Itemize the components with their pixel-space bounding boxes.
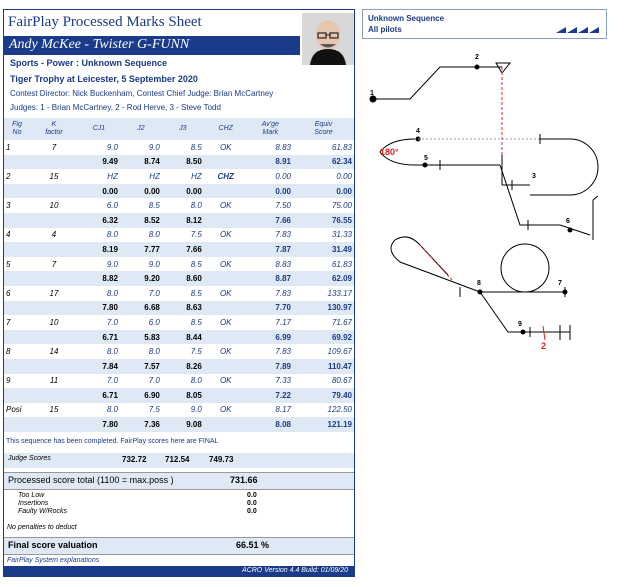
fig-label-4: 4 — [416, 128, 420, 135]
processed-avg-cell: 7.89 — [248, 359, 293, 374]
k-factor-cell: 10 — [30, 315, 78, 330]
j2-processed-cell: 6.68 — [120, 301, 162, 316]
j3-processed-cell: 9.08 — [162, 417, 204, 432]
diagram-labels — [360, 40, 615, 360]
header-avg: Av'ge Mark — [248, 118, 293, 140]
table-row-processed — [4, 184, 354, 199]
processed-equiv-cell: 0.00 — [293, 184, 354, 199]
header-cj1: CJ1 — [78, 118, 120, 140]
empty-cell — [4, 417, 30, 432]
empty-cell — [30, 184, 78, 199]
avg-mark-cell: 7.50 — [248, 198, 293, 213]
j2-mark-cell: 7.0 — [120, 286, 162, 301]
chz-cell: OK — [204, 140, 248, 155]
processed-avg-cell: 0.00 — [248, 184, 293, 199]
j2-processed-cell: 8.74 — [120, 155, 162, 170]
j3-mark-cell: HZ — [162, 169, 204, 184]
table-row-processed — [4, 388, 354, 403]
empty-cell — [30, 242, 78, 257]
table-row — [4, 374, 354, 389]
cj1-processed-cell: 7.80 — [78, 417, 120, 432]
final-score-label: Final score valuation — [8, 540, 98, 550]
empty-cell — [30, 213, 78, 228]
chz-cell: OK — [204, 315, 248, 330]
chz-cell: OK — [204, 198, 248, 213]
avg-mark-cell: 0.00 — [248, 169, 293, 184]
completed-note: This sequence has been completed. FairPlay scores here are FINAL — [6, 438, 219, 445]
table-row — [4, 403, 354, 418]
j2-mark-cell: 8.0 — [120, 228, 162, 243]
table-row-processed — [4, 213, 354, 228]
chz-cell: OK — [204, 286, 248, 301]
processed-equiv-cell: 31.49 — [293, 242, 354, 257]
j3-mark-cell: 9.0 — [162, 403, 204, 418]
cj1-processed-cell: 6.71 — [78, 330, 120, 345]
equiv-score-cell: 61.83 — [293, 140, 354, 155]
k-factor-cell: 15 — [30, 403, 78, 418]
k-factor-cell: 7 — [30, 140, 78, 155]
processed-avg-cell: 6.99 — [248, 330, 293, 345]
cj1-mark-cell: 6.0 — [78, 198, 120, 213]
pilot-photo — [302, 13, 354, 65]
judges-line: Judges: 1 - Brian McCartney, 2 - Rod Herve, 3 - Steve Todd — [10, 103, 221, 112]
fig-label-8: 8 — [477, 280, 481, 287]
table-row — [4, 286, 354, 301]
j3-processed-cell: 8.50 — [162, 155, 204, 170]
table-row — [4, 140, 354, 155]
chz-cell: CHZ — [204, 169, 248, 184]
processed-avg-cell: 8.91 — [248, 155, 293, 170]
j2-processed-cell: 7.77 — [120, 242, 162, 257]
header-k: K factor — [30, 118, 78, 140]
chz-cell: OK — [204, 228, 248, 243]
header-fig: Fig No — [4, 118, 30, 140]
avg-mark-cell: 8.83 — [248, 257, 293, 272]
j3-mark-cell: 8.0 — [162, 374, 204, 389]
avg-mark-cell: 7.33 — [248, 374, 293, 389]
processed-equiv-cell: 69.92 — [293, 330, 354, 345]
explanations-link[interactable]: FairPlay System explanations — [7, 557, 100, 564]
table-row-processed — [4, 330, 354, 345]
j3-mark-cell: 8.5 — [162, 140, 204, 155]
j3-processed-cell: 0.00 — [162, 184, 204, 199]
empty-cell — [4, 271, 30, 286]
j2-mark-cell: 7.0 — [120, 374, 162, 389]
fig-label-7: 7 — [558, 280, 562, 287]
equiv-score-cell: 80.67 — [293, 374, 354, 389]
empty-cell — [30, 155, 78, 170]
empty-cell — [4, 242, 30, 257]
cj1-processed-cell: 6.32 — [78, 213, 120, 228]
processed-total-row — [4, 472, 354, 490]
fig-no-cell: 7 — [4, 315, 30, 330]
processed-equiv-cell: 62.09 — [293, 271, 354, 286]
table-row — [4, 198, 354, 213]
penalty-label: Too Low — [18, 492, 45, 499]
pilot-bar — [4, 36, 300, 55]
j2-processed-cell: 7.36 — [120, 417, 162, 432]
marks-table — [4, 118, 354, 432]
empty-cell — [4, 301, 30, 316]
j2-mark-cell: HZ — [120, 169, 162, 184]
equiv-score-cell: 0.00 — [293, 169, 354, 184]
j3-mark-cell: 7.5 — [162, 344, 204, 359]
processed-equiv-cell: 62.34 — [293, 155, 354, 170]
fig-no-cell: 3 — [4, 198, 30, 213]
marks-sheet — [3, 9, 355, 577]
empty-cell — [204, 184, 248, 199]
director-line: Contest Director: Nick Buckenham, Contest Chief Judge: Brian McCartney — [10, 89, 274, 98]
chz-cell: OK — [204, 374, 248, 389]
processed-equiv-cell: 76.55 — [293, 213, 354, 228]
fig-label-3: 3 — [532, 173, 536, 180]
j3-mark-cell: 8.5 — [162, 315, 204, 330]
k-factor-cell: 15 — [30, 169, 78, 184]
equiv-score-cell: 61.83 — [293, 257, 354, 272]
sequence-title-box — [362, 9, 607, 39]
version-footer — [4, 566, 354, 576]
table-row — [4, 315, 354, 330]
empty-cell — [204, 213, 248, 228]
avg-mark-cell: 7.83 — [248, 286, 293, 301]
cj1-processed-cell: 9.49 — [78, 155, 120, 170]
j2-mark-cell: 8.5 — [120, 198, 162, 213]
empty-cell — [4, 388, 30, 403]
roll-label: 2 — [541, 341, 547, 351]
cj1-processed-cell: 8.82 — [78, 271, 120, 286]
processed-equiv-cell: 110.47 — [293, 359, 354, 374]
judge-score-j2: 712.54 — [165, 455, 190, 464]
processed-avg-cell: 7.87 — [248, 242, 293, 257]
j2-mark-cell: 6.0 — [120, 315, 162, 330]
judge-score-j3: 749.73 — [209, 455, 234, 464]
avg-mark-cell: 7.17 — [248, 315, 293, 330]
empty-cell — [4, 213, 30, 228]
cj1-processed-cell: 8.19 — [78, 242, 120, 257]
empty-cell — [30, 271, 78, 286]
j2-processed-cell: 0.00 — [120, 184, 162, 199]
empty-cell — [204, 417, 248, 432]
header-j3: J3 — [162, 118, 204, 140]
j3-mark-cell: 7.5 — [162, 228, 204, 243]
fig-no-cell: 4 — [4, 228, 30, 243]
j2-processed-cell: 7.57 — [120, 359, 162, 374]
j3-processed-cell: 8.12 — [162, 213, 204, 228]
j3-processed-cell: 8.44 — [162, 330, 204, 345]
cj1-mark-cell: 7.0 — [78, 315, 120, 330]
header-equiv: Equiv Score — [293, 118, 354, 140]
processed-avg-cell: 8.87 — [248, 271, 293, 286]
k-factor-cell: 14 — [30, 344, 78, 359]
empty-cell — [204, 388, 248, 403]
j2-processed-cell: 5.83 — [120, 330, 162, 345]
empty-cell — [30, 359, 78, 374]
table-header-row — [4, 118, 354, 140]
chz-cell: OK — [204, 257, 248, 272]
page-title: FairPlay Processed Marks Sheet — [8, 14, 202, 30]
penalty-value: 0.0 — [247, 500, 257, 507]
table-row — [4, 169, 354, 184]
fig-label-9: 9 — [518, 321, 522, 328]
avg-mark-cell: 8.17 — [248, 403, 293, 418]
empty-cell — [204, 359, 248, 374]
k-factor-cell: 17 — [30, 286, 78, 301]
empty-cell — [30, 388, 78, 403]
cj1-processed-cell: 6.71 — [78, 388, 120, 403]
k-factor-cell: 7 — [30, 257, 78, 272]
cj1-mark-cell: 8.0 — [78, 228, 120, 243]
empty-cell — [204, 301, 248, 316]
avg-mark-cell: 7.83 — [248, 344, 293, 359]
processed-total-label: Processed score total (1100 = max.poss ) — [8, 475, 174, 485]
equiv-score-cell: 122.50 — [293, 403, 354, 418]
equiv-score-cell: 71.67 — [293, 315, 354, 330]
empty-cell — [204, 155, 248, 170]
no-penalties-note: No penalties to deduct — [7, 524, 77, 531]
cj1-mark-cell: 7.0 — [78, 374, 120, 389]
processed-avg-cell: 7.22 — [248, 388, 293, 403]
cj1-processed-cell: 0.00 — [78, 184, 120, 199]
j2-processed-cell: 8.52 — [120, 213, 162, 228]
judge-score-cj1: 732.72 — [122, 455, 147, 464]
empty-cell — [204, 330, 248, 345]
j2-mark-cell: 9.0 — [120, 140, 162, 155]
cj1-mark-cell: 9.0 — [78, 257, 120, 272]
fig-no-cell: 5 — [4, 257, 30, 272]
empty-cell — [30, 330, 78, 345]
table-row-processed — [4, 359, 354, 374]
sequence-subtitle: All pilots — [368, 25, 402, 34]
cj1-mark-cell: 8.0 — [78, 403, 120, 418]
penalty-value: 0.0 — [247, 492, 257, 499]
j2-processed-cell: 6.90 — [120, 388, 162, 403]
k-factor-cell: 10 — [30, 198, 78, 213]
j2-processed-cell: 9.20 — [120, 271, 162, 286]
j2-mark-cell: 7.5 — [120, 403, 162, 418]
table-row-processed — [4, 301, 354, 316]
avg-mark-cell: 7.83 — [248, 228, 293, 243]
judge-scores-row — [4, 453, 354, 468]
table-row-processed — [4, 155, 354, 170]
fig-label-2: 2 — [475, 54, 479, 61]
table-row-processed — [4, 242, 354, 257]
cj1-mark-cell: 9.0 — [78, 140, 120, 155]
empty-cell — [4, 359, 30, 374]
processed-equiv-cell: 121.19 — [293, 417, 354, 432]
fig-no-cell: 1 — [4, 140, 30, 155]
fig-no-cell: 6 — [4, 286, 30, 301]
empty-cell — [4, 155, 30, 170]
penalty-label: Insertions — [18, 500, 49, 507]
judge-scores-label: Judge Scores — [8, 455, 51, 462]
k-factor-cell: 4 — [30, 228, 78, 243]
header-j2: J2 — [120, 118, 162, 140]
empty-cell — [4, 184, 30, 199]
fig-no-cell: 8 — [4, 344, 30, 359]
cj1-mark-cell: 8.0 — [78, 286, 120, 301]
version-text: ACRO Version 4.4 Build: 01/09/20 — [242, 567, 348, 574]
turn-label: 180° — [380, 147, 399, 157]
chz-cell: OK — [204, 344, 248, 359]
fig-no-cell: 2 — [4, 169, 30, 184]
empty-cell — [30, 301, 78, 316]
processed-total-value: 731.66 — [230, 475, 258, 485]
header-chz: CHZ — [204, 118, 248, 140]
penalty-label: Faulty W/Rocks — [18, 508, 68, 515]
avg-mark-cell: 8.83 — [248, 140, 293, 155]
table-row-processed — [4, 417, 354, 432]
fig-no-cell: 9 — [4, 374, 30, 389]
pilot-name: Andy McKee - Twister G-FUNN — [9, 37, 190, 52]
class-line: Sports - Power : Unknown Sequence — [10, 58, 168, 68]
cj1-processed-cell: 7.84 — [78, 359, 120, 374]
wind-arrow-icon — [556, 24, 600, 34]
processed-avg-cell: 8.08 — [248, 417, 293, 432]
fig-label-6: 6 — [566, 218, 570, 225]
fig-no-cell: Posi — [4, 403, 30, 418]
equiv-score-cell: 75.00 — [293, 198, 354, 213]
j3-processed-cell: 8.60 — [162, 271, 204, 286]
table-row — [4, 228, 354, 243]
cj1-mark-cell: HZ — [78, 169, 120, 184]
empty-cell — [4, 330, 30, 345]
sequence-title: Unknown Sequence — [368, 14, 445, 23]
chz-cell: OK — [204, 403, 248, 418]
equiv-score-cell: 31.33 — [293, 228, 354, 243]
final-score-value: 66.51 % — [236, 540, 270, 550]
equiv-score-cell: 133.17 — [293, 286, 354, 301]
competition-line: Tiger Trophy at Leicester, 5 September 2020 — [10, 74, 198, 84]
equiv-score-cell: 109.67 — [293, 344, 354, 359]
empty-cell — [204, 271, 248, 286]
penalty-value: 0.0 — [247, 508, 257, 515]
processed-avg-cell: 7.70 — [248, 301, 293, 316]
j2-mark-cell: 9.0 — [120, 257, 162, 272]
j3-processed-cell: 8.05 — [162, 388, 204, 403]
table-row — [4, 344, 354, 359]
processed-equiv-cell: 79.40 — [293, 388, 354, 403]
cj1-processed-cell: 7.80 — [78, 301, 120, 316]
j3-mark-cell: 8.5 — [162, 257, 204, 272]
j3-mark-cell: 8.0 — [162, 198, 204, 213]
processed-equiv-cell: 130.97 — [293, 301, 354, 316]
table-row — [4, 257, 354, 272]
empty-cell — [30, 417, 78, 432]
j3-processed-cell: 8.26 — [162, 359, 204, 374]
empty-cell — [204, 242, 248, 257]
fig-label-5: 5 — [424, 155, 428, 162]
j3-processed-cell: 8.63 — [162, 301, 204, 316]
processed-avg-cell: 7.66 — [248, 213, 293, 228]
k-factor-cell: 11 — [30, 374, 78, 389]
table-row-processed — [4, 271, 354, 286]
j3-mark-cell: 8.5 — [162, 286, 204, 301]
final-score-row — [4, 537, 354, 555]
j3-processed-cell: 7.66 — [162, 242, 204, 257]
j2-mark-cell: 8.0 — [120, 344, 162, 359]
fig-label-1: 1 — [370, 90, 374, 97]
cj1-mark-cell: 8.0 — [78, 344, 120, 359]
